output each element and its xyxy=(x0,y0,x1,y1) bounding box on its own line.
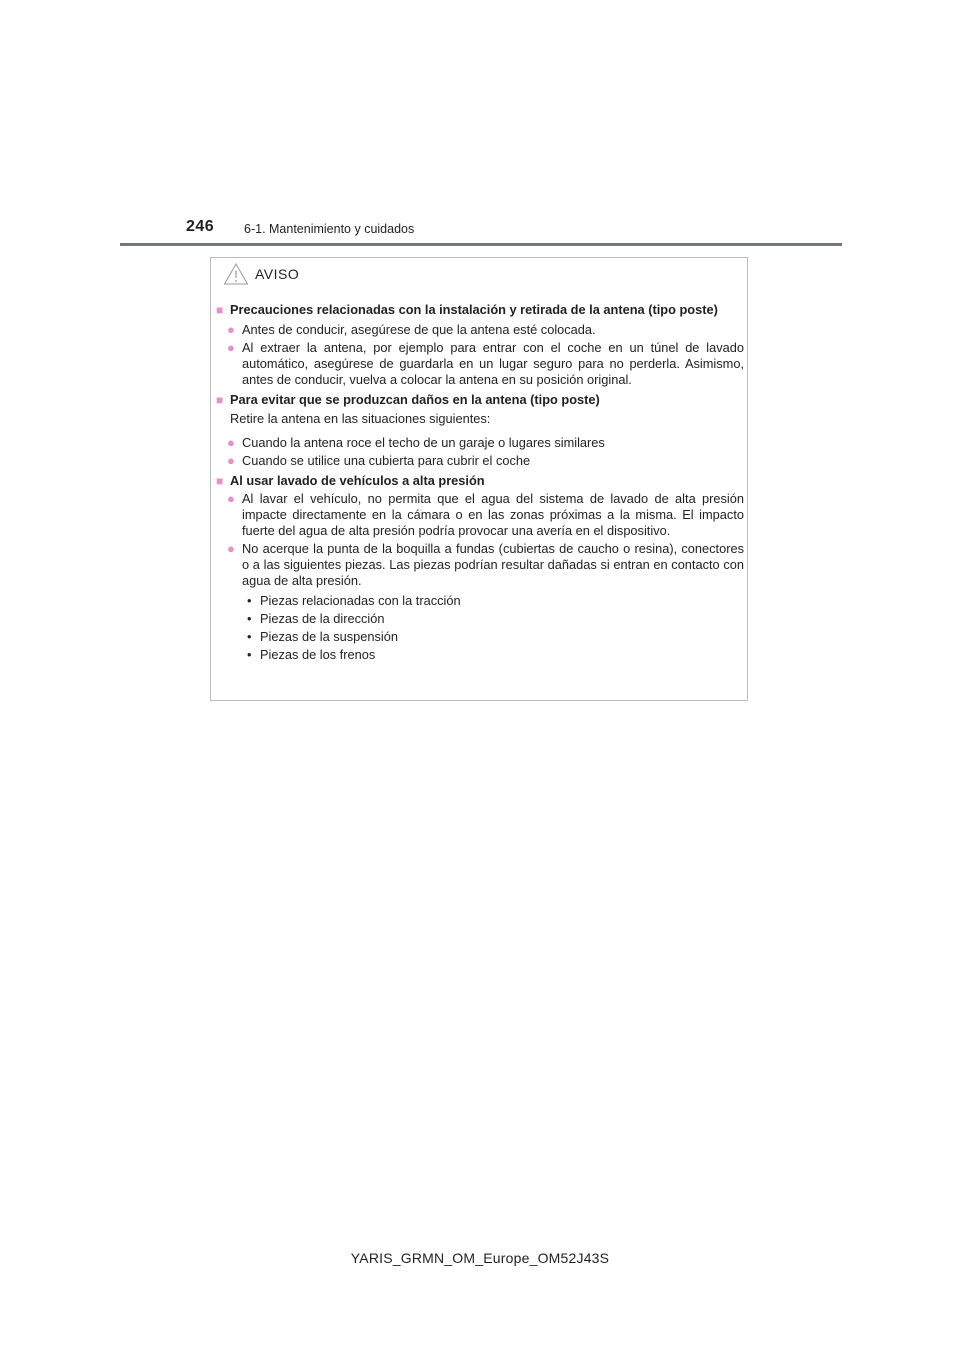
item-text: Cuando se utilice una cubierta para cubrir el coche xyxy=(242,453,531,468)
list-item xyxy=(227,453,744,469)
header-rule xyxy=(120,243,842,246)
circle-bullet-icon: ● xyxy=(227,340,235,355)
sub-item-text: Piezas de los frenos xyxy=(260,647,376,662)
heading-text: Precauciones relacionadas con la instalación y retirada de la antena (tipo poste) xyxy=(230,302,718,317)
list-item xyxy=(227,322,744,338)
dot-bullet-icon: • xyxy=(247,593,252,608)
sub-list-item xyxy=(247,593,744,609)
section-title: 6-1. Mantenimiento y cuidados xyxy=(244,222,415,236)
square-bullet-icon: ■ xyxy=(216,303,224,317)
circle-bullet-icon: ● xyxy=(227,435,235,450)
sub-list-item xyxy=(247,629,744,645)
list-item xyxy=(227,340,744,388)
dot-bullet-icon: • xyxy=(247,647,252,662)
warning-triangle-icon xyxy=(223,262,249,286)
circle-bullet-icon: ● xyxy=(227,322,235,337)
circle-bullet-icon: ● xyxy=(227,541,235,556)
warning-notice-box xyxy=(210,257,748,701)
section-heading xyxy=(216,473,744,489)
sub-item-text: Piezas relacionadas con la tracción xyxy=(260,593,461,608)
page-number: 246 xyxy=(186,218,215,235)
heading-text: Al usar lavado de vehículos a alta presión xyxy=(230,473,485,488)
heading-text: Para evitar que se produzcan daños en la antena (tipo poste) xyxy=(230,392,600,407)
item-text: No acerque la punta de la boquilla a fundas (cubiertas de caucho o resina), conectores o a las siguientes piezas. Las piezas podrían resultar dañadas si entran en contacto con agua de alta presión. xyxy=(242,541,744,588)
item-text: Antes de conducir, asegúrese de que la antena esté colocada. xyxy=(242,322,596,337)
notice-content xyxy=(216,300,744,663)
sub-list-item xyxy=(247,611,744,627)
dot-bullet-icon: • xyxy=(247,611,252,626)
list-item xyxy=(227,541,744,589)
item-text: Cuando la antena roce el techo de un garaje o lugares similares xyxy=(242,435,605,450)
sub-list-item xyxy=(247,647,744,663)
section-heading xyxy=(216,392,744,408)
section-intro: Retire la antena en las situaciones siguientes: xyxy=(230,411,491,426)
notice-header xyxy=(223,262,299,286)
item-text: Al lavar el vehículo, no permita que el agua del sistema de lavado de alta presión impacte directamente en la cámara o en las zonas próximas a la misma. El impacto fuerte del agua de alta presión podría provocar una avería en el dispositivo. xyxy=(242,491,744,538)
circle-bullet-icon: ● xyxy=(227,453,235,468)
square-bullet-icon: ■ xyxy=(216,474,224,488)
square-bullet-icon: ■ xyxy=(216,393,224,407)
list-item xyxy=(227,491,744,539)
item-text: Al extraer la antena, por ejemplo para entrar con el coche en un túnel de lavado automático, asegúrese de guardarla en un lugar seguro para no perderla. Asimismo, antes de conducir, vuelva a colocar la antena en su posición original. xyxy=(242,340,744,387)
list-item xyxy=(227,435,744,451)
document-id-footer: YARIS_GRMN_OM_Europe_OM52J43S xyxy=(350,1250,610,1266)
dot-bullet-icon: • xyxy=(247,629,252,644)
circle-bullet-icon: ● xyxy=(227,491,235,506)
sub-item-text: Piezas de la suspensión xyxy=(260,629,399,644)
section-heading xyxy=(216,302,744,318)
sub-item-text: Piezas de la dirección xyxy=(260,611,385,626)
notice-label: AVISO xyxy=(255,266,300,282)
